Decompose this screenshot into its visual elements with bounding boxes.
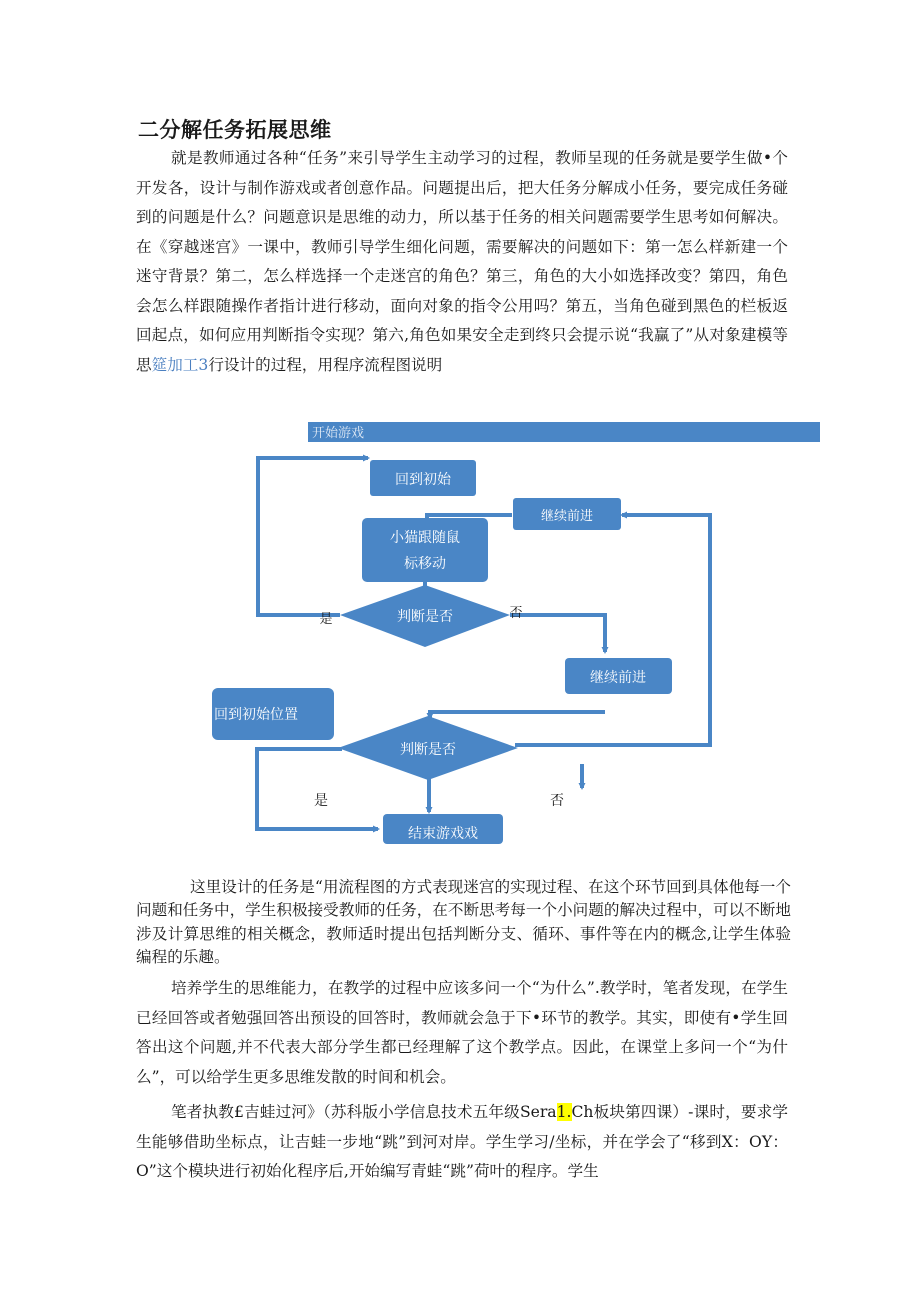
decision1-no: 否 (509, 606, 523, 621)
paragraph-example (136, 1098, 788, 1187)
decision2-yes: 是 (314, 793, 328, 809)
decision2-no: 否 (550, 793, 564, 809)
end-label: 结束游戏戏 (408, 826, 478, 842)
decision1-yes: 是 (319, 612, 333, 627)
continue-mid-label: 继续前进 (590, 670, 646, 686)
reset-position-label: 回到初始位置 (214, 707, 298, 723)
paragraph-intro-tail: 行设计的过程，用程序流程图说明 (208, 355, 443, 374)
arrow-yes-to-end (257, 749, 378, 829)
highlighted-text: 1. (556, 1103, 572, 1121)
paragraph-task: 这里设计的任务是“用流程图的方式表现迷宫的实现过程、在这个环节回到具体他每一个问题和任务中，学生积极接受教师的任务，在不断思考每一个小问题的解决过程中，可以不断地涉及计算思维的相关概念，教师适时提出包括判断分支、循环、事件等在内的概念,让学生体验编程的乐趣。 (136, 878, 791, 967)
paragraph-intro-text: 就是教师通过各种“任务”来引导学生主动学习的过程，教师呈现的任务就是要学生做•个开发各，设计与制作游戏或者创意作品。问题提出后，把大任务分解成小任务，要完成任务碰到的问题是什么？问题意识是思维的动力，所以基于任务的相关问题需要学生思考如何解决。在《穿越迷宫》一课中，教师引导学生细化问题，需要解决的问题如下：第一怎么样新建一个迷守背景？第二，怎么样选择一个走迷宫的角色？第三，角色的大小如选择改变？第四，角色会怎么样跟随操作者指计进行移动，面向对象的指令公用吗？第五，当角色碰到黑色的栏板返回起点，如何应用判断指令实现？第六,角色如果安全走到终只会提示说“我赢了”从对象建模等思 (136, 149, 788, 374)
arrow-continue-to-decision2 (430, 712, 605, 718)
continue-top-label: 继续前进 (540, 509, 594, 524)
section-heading: 二分解任务拓展思维 (138, 118, 332, 142)
paragraph-example-text: 笔者执教£吉蛙过河》（苏科版小学信息技术五年级Sera (171, 1103, 557, 1121)
arrow-no-to-continue (510, 615, 605, 652)
start-bar (308, 422, 820, 442)
arrow-yes-loop (258, 458, 368, 615)
paragraph-why: 培养学生的思维能力，在教学的过程中应该多问一个“为什么”.教学时，笔者发现，在学生已经回答或者勉强回答出预设的回答时，教师就会急于下•环节的教学。其实，即使有•学生回答出这个问题,并不代表大部分学生都已经理解了这个教学点。因此，在课堂上多问一个“为什么”，可以给学生更多思维发散的时间和机会。 (136, 979, 788, 1086)
decision2-label: 判断是否 (400, 742, 456, 758)
decision1-label: 判断是否 (397, 609, 453, 625)
follow-mouse-line2: 标移动 (404, 556, 446, 572)
reset-label: 回到初始 (395, 472, 451, 488)
inline-link[interactable]: 筵加工3 (151, 355, 209, 374)
follow-mouse-box (362, 518, 488, 582)
paragraph-example-tail: Ch板块第四课）-课时，要求学生能够借助坐标点，让吉蛙一步地“跳”到河对岸。学生学习/坐标，并在学会了“移到X：OY：O”这个模块进行初始化程序后,开始编写青蛙“跳”荷叶的程序。学生 (136, 1103, 788, 1180)
follow-mouse-line1: 小猫跟随鼠 (390, 530, 460, 546)
start-label: 开始游戏 (312, 426, 365, 441)
